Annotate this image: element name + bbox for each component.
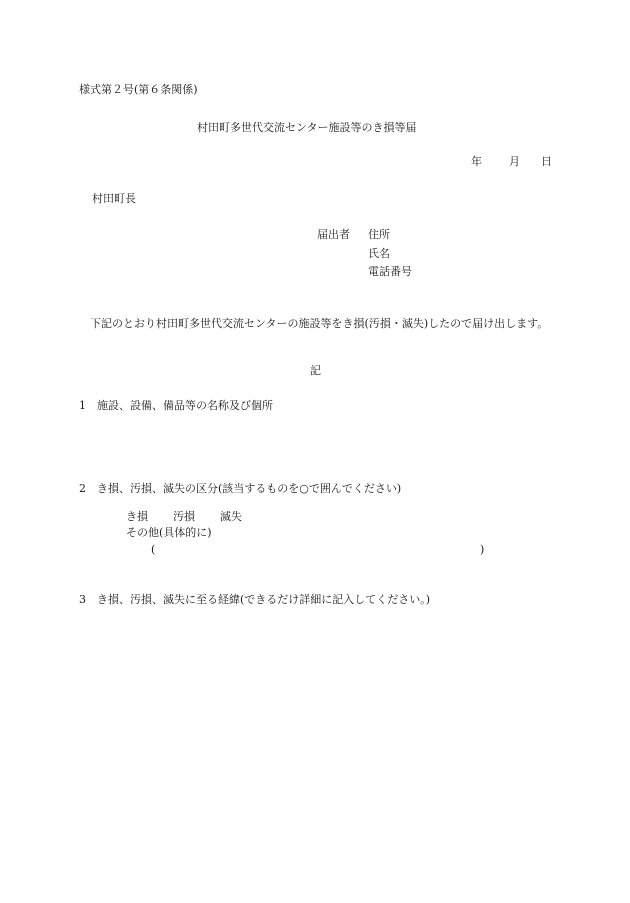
item-1-facility-name: 1 施設、設備、備品等の名称及び個所 — [79, 399, 273, 412]
other-detail-open-paren: ( — [151, 543, 156, 556]
document-title: 村田町多世代交流センター施設等のき損等届 — [197, 121, 417, 134]
option-damage: き損 — [126, 510, 148, 523]
date-year-label: 年 — [471, 155, 482, 168]
addressee: 村田町長 — [92, 192, 136, 205]
ki-heading: 記 — [310, 364, 321, 377]
date-day-label: 日 — [541, 155, 552, 168]
item-3-circumstances: 3 き損、汚損、滅失に至る経緯(できるだけ詳細に記入してください。) — [79, 593, 431, 606]
other-detail-close-paren: ) — [480, 543, 485, 556]
option-other: その他(具体的に) — [126, 526, 212, 539]
body-paragraph: 下記のとおり村田町多世代交流センターの施設等をき損(汚損・滅失)したので届け出します。 — [90, 317, 549, 330]
item-2-damage-category: 2 き損、汚損、滅失の区分(該当するものを○で囲んでください) — [79, 482, 402, 495]
applicant-label: 届出者 — [317, 228, 350, 241]
address-field-label: 住所 — [368, 228, 390, 241]
name-field-label: 氏名 — [368, 247, 390, 260]
form-number: 様式第２号(第６条関係) — [79, 83, 198, 96]
option-soil: 汚損 — [173, 510, 195, 523]
option-loss: 滅失 — [220, 510, 242, 523]
date-month-label: 月 — [509, 155, 520, 168]
phone-field-label: 電話番号 — [368, 265, 412, 278]
